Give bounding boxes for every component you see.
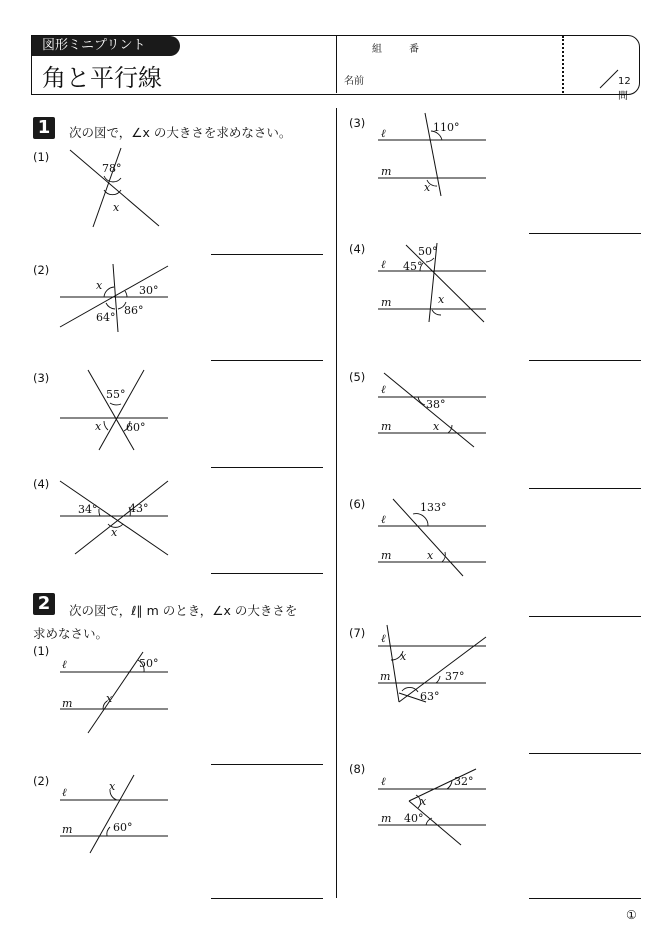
- angle-label: 32°: [454, 775, 474, 788]
- angle-label: 45°: [403, 260, 423, 273]
- line-m-label: m: [381, 812, 392, 825]
- angle-label: 55°: [106, 388, 126, 401]
- angle-label: x: [111, 526, 118, 539]
- angle-label: x: [400, 650, 407, 663]
- problem-label: (2): [33, 774, 50, 788]
- angle-label: 78°: [102, 162, 122, 175]
- line-l-label: ℓ: [381, 775, 386, 788]
- angle-label: x: [109, 780, 116, 793]
- angle-label: 30°: [139, 284, 159, 297]
- problem-label: (5): [349, 370, 366, 384]
- question-2-text: 次の図で，ℓ∥ m のとき，∠x の大きさを: [69, 603, 298, 618]
- line-l-label: ℓ: [62, 786, 67, 799]
- angle-label: 43°: [129, 502, 149, 515]
- line-l-label: ℓ: [381, 513, 386, 526]
- angle-label: 133°: [420, 501, 447, 514]
- problem-label: (3): [33, 371, 50, 385]
- question-2-badge: 2: [33, 593, 55, 615]
- problem-label: (6): [349, 497, 366, 511]
- line-l-label: ℓ: [381, 383, 386, 396]
- angle-label: 64°: [96, 311, 116, 324]
- problem-label: (8): [349, 762, 366, 776]
- line-m-label: m: [381, 165, 392, 178]
- line-m-label: m: [381, 549, 392, 562]
- question-1-text: 次の図で，∠x の大きさを求めなさい。: [69, 125, 292, 140]
- problem-label: (3): [349, 116, 366, 130]
- line-m-label: m: [62, 697, 73, 710]
- angle-label: 37°: [445, 670, 465, 683]
- page-number: ①: [626, 908, 637, 922]
- angle-label: x: [95, 420, 102, 433]
- line-l-label: ℓ: [62, 658, 67, 671]
- series-label: 図形ミニプリント: [32, 36, 180, 56]
- problem-label: (4): [33, 477, 50, 491]
- angle-label: 38°: [426, 398, 446, 411]
- question-count: 12問: [618, 76, 631, 102]
- angle-label: x: [438, 293, 445, 306]
- angle-label: 60°: [113, 821, 133, 834]
- angle-label: x: [113, 201, 120, 214]
- line-m-label: m: [381, 296, 392, 309]
- problem-label: (1): [33, 644, 50, 658]
- angle-label: x: [427, 549, 434, 562]
- angle-label: 86°: [124, 304, 144, 317]
- angle-label: 63°: [420, 690, 440, 703]
- angle-label: 50°: [139, 657, 159, 670]
- angle-label: x: [433, 420, 440, 433]
- question-1-badge: 1: [33, 117, 55, 139]
- angle-label: 50°: [418, 245, 438, 258]
- line-m-label: m: [381, 420, 392, 433]
- problem-label: (7): [349, 626, 366, 640]
- line-l-label: ℓ: [381, 258, 386, 271]
- page-title: 角と平行線: [42, 64, 162, 92]
- line-m-label: m: [380, 670, 391, 683]
- angle-label: 40°: [404, 812, 424, 825]
- angle-label: x: [96, 279, 103, 292]
- problem-label: (1): [33, 150, 50, 164]
- number-label: 番: [409, 44, 419, 55]
- line-l-label: ℓ: [381, 632, 386, 645]
- line-m-label: m: [62, 823, 73, 836]
- angle-label: 60°: [126, 421, 146, 434]
- problem-label: (4): [349, 242, 366, 256]
- question-2-text-cont: 求めなさい。: [33, 626, 109, 641]
- angle-label: x: [420, 795, 427, 808]
- name-label: 名前: [344, 76, 364, 87]
- answer-line[interactable]: [529, 898, 641, 899]
- angle-label: 34°: [78, 503, 98, 516]
- angle-label: x: [424, 181, 431, 194]
- line-l-label: ℓ: [381, 127, 386, 140]
- class-label: 組: [372, 44, 382, 55]
- angle-label: x: [106, 692, 113, 705]
- angle-label: 110°: [433, 121, 460, 134]
- problem-label: (2): [33, 263, 50, 277]
